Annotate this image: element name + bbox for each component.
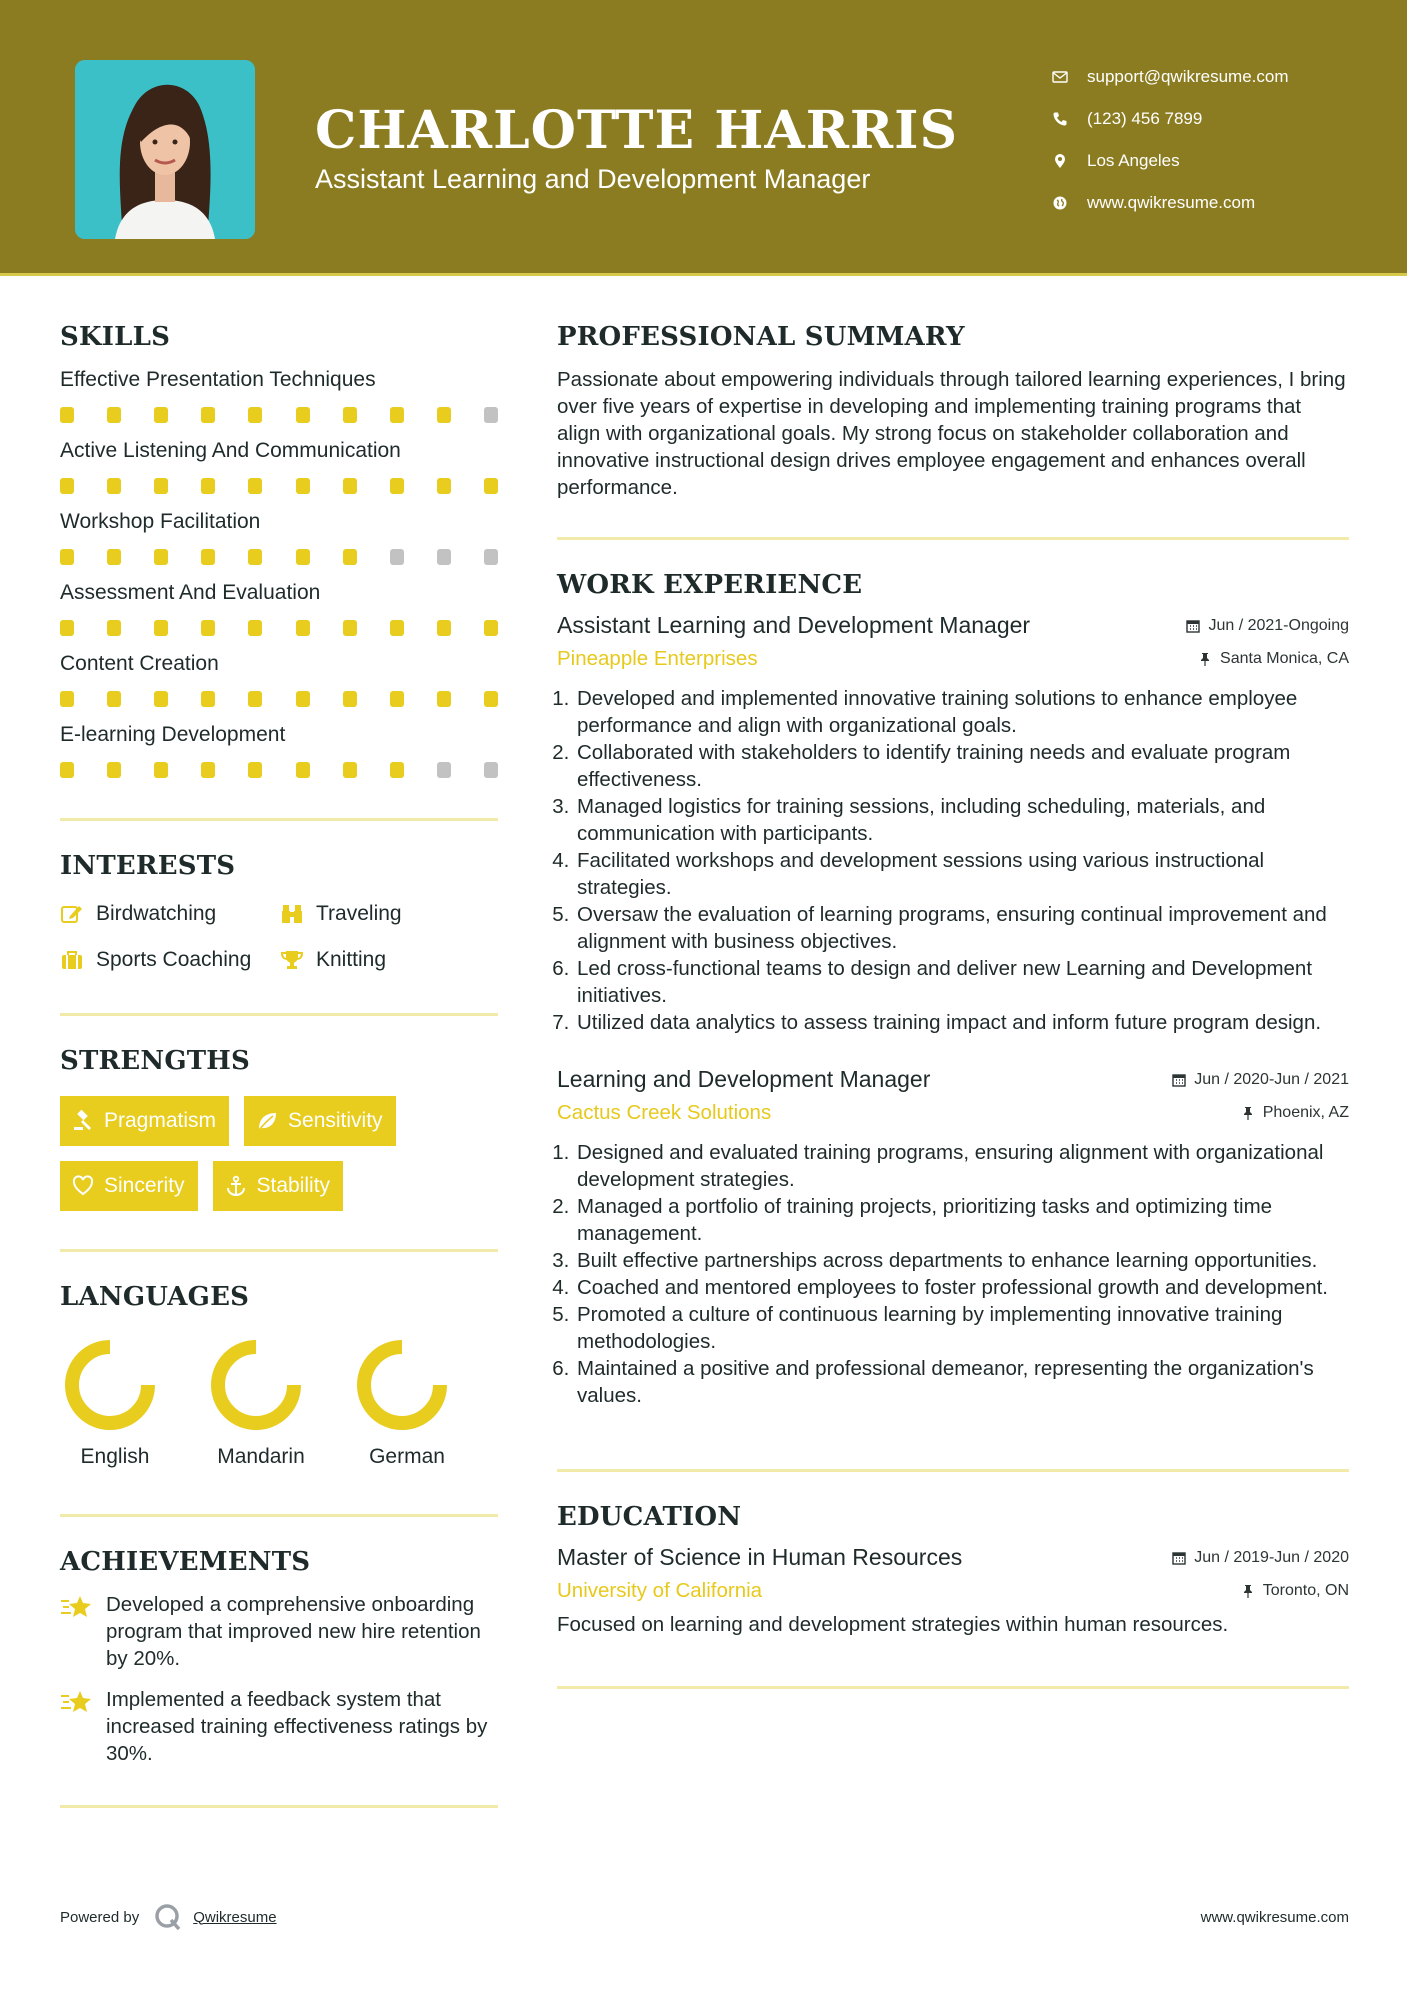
interest-item xyxy=(60,901,280,927)
responsibility-item: 3. Managed logistics for training sessions, including scheduling, materials, and communication with participants. xyxy=(575,793,1349,847)
rating-dot-filled xyxy=(437,407,451,423)
strength-tag xyxy=(244,1096,396,1146)
interest-label: Sports Coaching xyxy=(96,948,252,971)
rating-dot-filled xyxy=(154,549,168,565)
gavel-icon xyxy=(72,1110,94,1132)
contact-phone-text: (123) 456 7899 xyxy=(1087,109,1203,128)
rating-dot-filled xyxy=(60,620,74,636)
rating-dot-filled xyxy=(390,620,404,636)
rating-dot-filled xyxy=(248,407,262,423)
rating-dot-filled xyxy=(248,478,262,494)
rating-dot-filled xyxy=(60,407,74,423)
rating-dot-filled xyxy=(296,478,310,494)
achievement-text: Implemented a feedback system that increased training effectiveness ratings by 30%. xyxy=(106,1688,488,1765)
responsibility-item: 6. Maintained a positive and professional demeanor, representing the organization's values. xyxy=(575,1355,1349,1409)
calendar-icon xyxy=(1172,1551,1186,1565)
rating-dot-filled xyxy=(296,407,310,423)
rating-dot-empty xyxy=(437,762,451,778)
rating-dot-filled xyxy=(437,620,451,636)
right-column xyxy=(557,322,1349,1689)
heart-icon xyxy=(72,1175,94,1197)
company-name: Pineapple Enterprises xyxy=(557,647,758,670)
rating-dot-filled xyxy=(437,478,451,494)
interest-item xyxy=(60,947,280,973)
skill-name: Assessment And Evaluation xyxy=(60,581,321,604)
achievements-heading: ACHIEVEMENTS xyxy=(60,1547,311,1577)
skills-heading: SKILLS xyxy=(60,322,171,352)
interest-label: Birdwatching xyxy=(96,902,217,925)
interest-label: Traveling xyxy=(316,902,402,925)
section-divider xyxy=(557,537,1349,540)
rating-dot-filled xyxy=(107,762,121,778)
resume-header xyxy=(0,0,1407,276)
skill-item xyxy=(60,366,498,423)
skill-rating xyxy=(60,691,498,707)
rating-dot-filled xyxy=(296,691,310,707)
job-title: Assistant Learning and Development Manager xyxy=(557,612,1031,638)
pencil-icon xyxy=(60,902,86,926)
pushpin-icon xyxy=(1198,652,1212,666)
rating-dot-filled xyxy=(107,620,121,636)
job-location xyxy=(1198,650,1349,668)
language-item xyxy=(352,1337,498,1469)
rating-dot-filled xyxy=(107,549,121,565)
responsibility-item: 5. Promoted a culture of continuous learning by implementing innovative training methodologies. xyxy=(575,1301,1349,1355)
education-dates xyxy=(1172,1549,1349,1567)
rating-dot-filled xyxy=(437,691,451,707)
strength-label: Sincerity xyxy=(104,1174,185,1197)
candidate-title: Assistant Learning and Development Manager xyxy=(315,164,871,194)
summary-heading: PROFESSIONAL SUMMARY xyxy=(557,322,965,352)
responsibility-item: 2. Managed a portfolio of training projects, prioritizing tasks and optimizing time management. xyxy=(575,1193,1349,1247)
rating-dot-filled xyxy=(343,691,357,707)
profile-photo xyxy=(75,60,255,239)
calendar-icon xyxy=(1172,1073,1186,1087)
language-level-arc xyxy=(218,1347,294,1423)
job-dates-text: Jun / 2020-Jun / 2021 xyxy=(1194,1070,1349,1088)
experience-heading: WORK EXPERIENCE xyxy=(557,570,863,600)
contact-location-text: Los Angeles xyxy=(1087,151,1180,170)
rating-dot-filled xyxy=(484,691,498,707)
language-item xyxy=(206,1337,352,1469)
skill-name: Active Listening And Communication xyxy=(60,439,401,462)
skill-item xyxy=(60,508,498,565)
job-entry xyxy=(557,1066,1349,1409)
candidate-name: CHARLOTTE HARRIS xyxy=(315,100,958,161)
trophy-icon xyxy=(280,948,306,972)
contact-website-text: www.qwikresume.com xyxy=(1087,193,1256,212)
contact-email[interactable] xyxy=(1050,56,1289,98)
section-divider xyxy=(60,1514,498,1517)
footer xyxy=(60,1902,1349,1932)
strength-label: Stability xyxy=(256,1174,331,1197)
company-name: Cactus Creek Solutions xyxy=(557,1101,772,1124)
section-divider xyxy=(60,1805,498,1808)
rating-dot-filled xyxy=(107,407,121,423)
calendar-icon xyxy=(1186,619,1200,633)
achievements-list xyxy=(60,1591,498,1767)
rating-dot-filled xyxy=(201,620,215,636)
rating-dot-filled xyxy=(296,549,310,565)
portrait-image xyxy=(75,60,255,239)
interest-item xyxy=(280,947,480,973)
job-responsibilities xyxy=(557,685,1349,1036)
education-description: Focused on learning and development strategies within human resources. xyxy=(557,1613,1229,1636)
interests-list xyxy=(60,901,498,973)
job-responsibilities xyxy=(557,1139,1349,1409)
rating-dot-filled xyxy=(343,620,357,636)
responsibility-item: 6. Led cross-functional teams to design and deliver new Learning and Development initiatives. xyxy=(575,955,1349,1009)
language-name: Mandarin xyxy=(217,1445,305,1468)
language-level-arc xyxy=(72,1347,148,1423)
degree-name: Master of Science in Human Resources xyxy=(557,1544,963,1570)
language-item xyxy=(60,1337,206,1469)
job-location-text: Phoenix, AZ xyxy=(1262,1104,1349,1121)
rating-dot-filled xyxy=(107,691,121,707)
skill-item xyxy=(60,721,498,778)
strengths-list xyxy=(60,1096,498,1211)
rating-dot-filled xyxy=(390,407,404,423)
globe-icon xyxy=(1050,193,1070,213)
responsibility-item: 3. Built effective partnerships across departments to enhance learning opportunities. xyxy=(575,1247,1349,1274)
rating-dot-filled xyxy=(248,762,262,778)
language-name: German xyxy=(369,1445,445,1468)
rating-dot-empty xyxy=(484,762,498,778)
language-name: English xyxy=(80,1445,150,1468)
rating-dot-empty xyxy=(390,549,404,565)
pushpin-icon xyxy=(1241,1584,1255,1598)
interest-label: Knitting xyxy=(316,948,387,971)
language-gauge xyxy=(208,1337,304,1433)
qwikresume-logo-icon xyxy=(153,1902,183,1932)
contact-website[interactable] xyxy=(1050,182,1289,224)
achievement-item xyxy=(60,1591,498,1672)
rating-dot-filled xyxy=(343,762,357,778)
skill-rating xyxy=(60,407,498,423)
rating-dot-filled xyxy=(201,407,215,423)
email-icon xyxy=(1050,67,1070,87)
job-title: Learning and Development Manager xyxy=(557,1066,931,1092)
rating-dot-empty xyxy=(484,407,498,423)
rating-dot-filled xyxy=(296,762,310,778)
strength-label: Sensitivity xyxy=(288,1109,383,1132)
rating-dot-filled xyxy=(248,691,262,707)
contact-phone[interactable] xyxy=(1050,98,1289,140)
phone-icon xyxy=(1050,109,1070,129)
skill-item xyxy=(60,437,498,494)
responsibility-item: 4. Facilitated workshops and development sessions using various instructional strategies. xyxy=(575,847,1349,901)
strength-tag xyxy=(213,1161,344,1211)
education-dates-text: Jun / 2019-Jun / 2020 xyxy=(1194,1548,1349,1566)
job-entry xyxy=(557,612,1349,1036)
strength-label: Pragmatism xyxy=(104,1109,217,1132)
responsibility-item: 1. Designed and evaluated training programs, ensuring alignment with organizational development strategies. xyxy=(575,1139,1349,1193)
skill-rating xyxy=(60,762,498,778)
rating-dot-filled xyxy=(154,762,168,778)
rating-dot-filled xyxy=(154,691,168,707)
skill-rating xyxy=(60,620,498,636)
rating-dot-filled xyxy=(201,691,215,707)
strength-tag xyxy=(60,1161,198,1211)
job-dates-text: Jun / 2021-Ongoing xyxy=(1208,616,1349,634)
skill-name: E-learning Development xyxy=(60,723,286,746)
responsibility-item: 4. Coached and mentored employees to foster professional growth and development. xyxy=(575,1274,1349,1301)
education-heading: EDUCATION xyxy=(557,1502,742,1532)
responsibility-item: 7. Utilized data analytics to assess training impact and inform future program design. xyxy=(575,1009,1349,1036)
achievement-item xyxy=(60,1686,498,1767)
skill-rating xyxy=(60,549,498,565)
skill-item xyxy=(60,579,498,636)
leaf-icon xyxy=(256,1110,278,1132)
achievement-text: Developed a comprehensive onboarding program that improved new hire retention by 20%. xyxy=(106,1593,481,1670)
job-dates xyxy=(1186,617,1349,635)
rating-dot-filled xyxy=(60,691,74,707)
responsibility-item: 5. Oversaw the evaluation of learning programs, ensuring continual improvement and alignment with business objectives. xyxy=(575,901,1349,955)
education-entry xyxy=(557,1544,1349,1638)
rating-dot-filled xyxy=(343,407,357,423)
language-gauge xyxy=(62,1337,158,1433)
binoculars-icon xyxy=(280,902,306,926)
summary-text: Passionate about empowering individuals through tailored learning experiences, I bring over five years of expertise in developing and implementing training programs that align with organizational goals. My strong focus on stakeholder collaboration and innovative instructional design drives employee engagement and enhances overall performance. xyxy=(557,368,1346,499)
shooting-star-icon xyxy=(60,1688,94,1716)
language-gauge xyxy=(354,1337,450,1433)
contact-email-text: support@qwikresume.com xyxy=(1087,67,1289,86)
rating-dot-empty xyxy=(484,549,498,565)
rating-dot-filled xyxy=(390,691,404,707)
rating-dot-filled xyxy=(248,549,262,565)
skills-list xyxy=(60,366,498,778)
powered-by-label: Powered by xyxy=(60,1908,140,1926)
section-divider xyxy=(557,1469,1349,1472)
education-location-text: Toronto, ON xyxy=(1262,1582,1349,1599)
job-location xyxy=(1241,1104,1349,1122)
skill-name: Effective Presentation Techniques xyxy=(60,368,376,391)
interest-item xyxy=(280,901,480,927)
rating-dot-filled xyxy=(248,620,262,636)
rating-dot-filled xyxy=(201,549,215,565)
rating-dot-filled xyxy=(201,762,215,778)
rating-dot-filled xyxy=(484,620,498,636)
interests-heading: INTERESTS xyxy=(60,851,236,881)
rating-dot-filled xyxy=(60,549,74,565)
rating-dot-empty xyxy=(437,549,451,565)
skill-name: Workshop Facilitation xyxy=(60,510,261,533)
rating-dot-filled xyxy=(390,762,404,778)
strengths-heading: STRENGTHS xyxy=(60,1046,251,1076)
section-divider xyxy=(557,1686,1349,1689)
shooting-star-icon xyxy=(60,1593,94,1621)
language-level-arc xyxy=(364,1347,440,1423)
left-column xyxy=(60,322,498,1808)
job-dates xyxy=(1172,1071,1349,1089)
contact-list xyxy=(1050,56,1289,224)
skill-rating xyxy=(60,478,498,494)
rating-dot-filled xyxy=(343,478,357,494)
brand-link[interactable]: Qwikresume xyxy=(193,1908,277,1926)
section-divider xyxy=(60,818,498,821)
skill-item xyxy=(60,650,498,707)
job-location-text: Santa Monica, CA xyxy=(1220,650,1349,667)
languages-list xyxy=(60,1337,498,1469)
rating-dot-filled xyxy=(201,478,215,494)
rating-dot-filled xyxy=(154,478,168,494)
skill-name: Content Creation xyxy=(60,652,219,675)
anchor-icon xyxy=(225,1175,247,1197)
location-pin-icon xyxy=(1050,151,1070,171)
rating-dot-filled xyxy=(343,549,357,565)
briefcase-icon xyxy=(60,948,86,972)
powered-by xyxy=(60,1902,277,1932)
pushpin-icon xyxy=(1241,1106,1255,1120)
rating-dot-filled xyxy=(484,478,498,494)
responsibility-item: 2. Collaborated with stakeholders to identify training needs and evaluate program effectiveness. xyxy=(575,739,1349,793)
rating-dot-filled xyxy=(107,478,121,494)
rating-dot-filled xyxy=(390,478,404,494)
rating-dot-filled xyxy=(154,620,168,636)
section-divider xyxy=(60,1013,498,1016)
contact-location xyxy=(1050,140,1289,182)
rating-dot-filled xyxy=(60,478,74,494)
rating-dot-filled xyxy=(154,407,168,423)
languages-heading: LANGUAGES xyxy=(60,1282,250,1312)
strength-tag xyxy=(60,1096,229,1146)
footer-website[interactable]: www.qwikresume.com xyxy=(1200,1908,1349,1926)
rating-dot-filled xyxy=(60,762,74,778)
responsibility-item: 1. Developed and implemented innovative training solutions to enhance employee performance and align with organizational goals. xyxy=(575,685,1349,739)
school-name: University of California xyxy=(557,1579,763,1602)
section-divider xyxy=(60,1249,498,1252)
rating-dot-filled xyxy=(296,620,310,636)
education-location xyxy=(1241,1582,1349,1600)
